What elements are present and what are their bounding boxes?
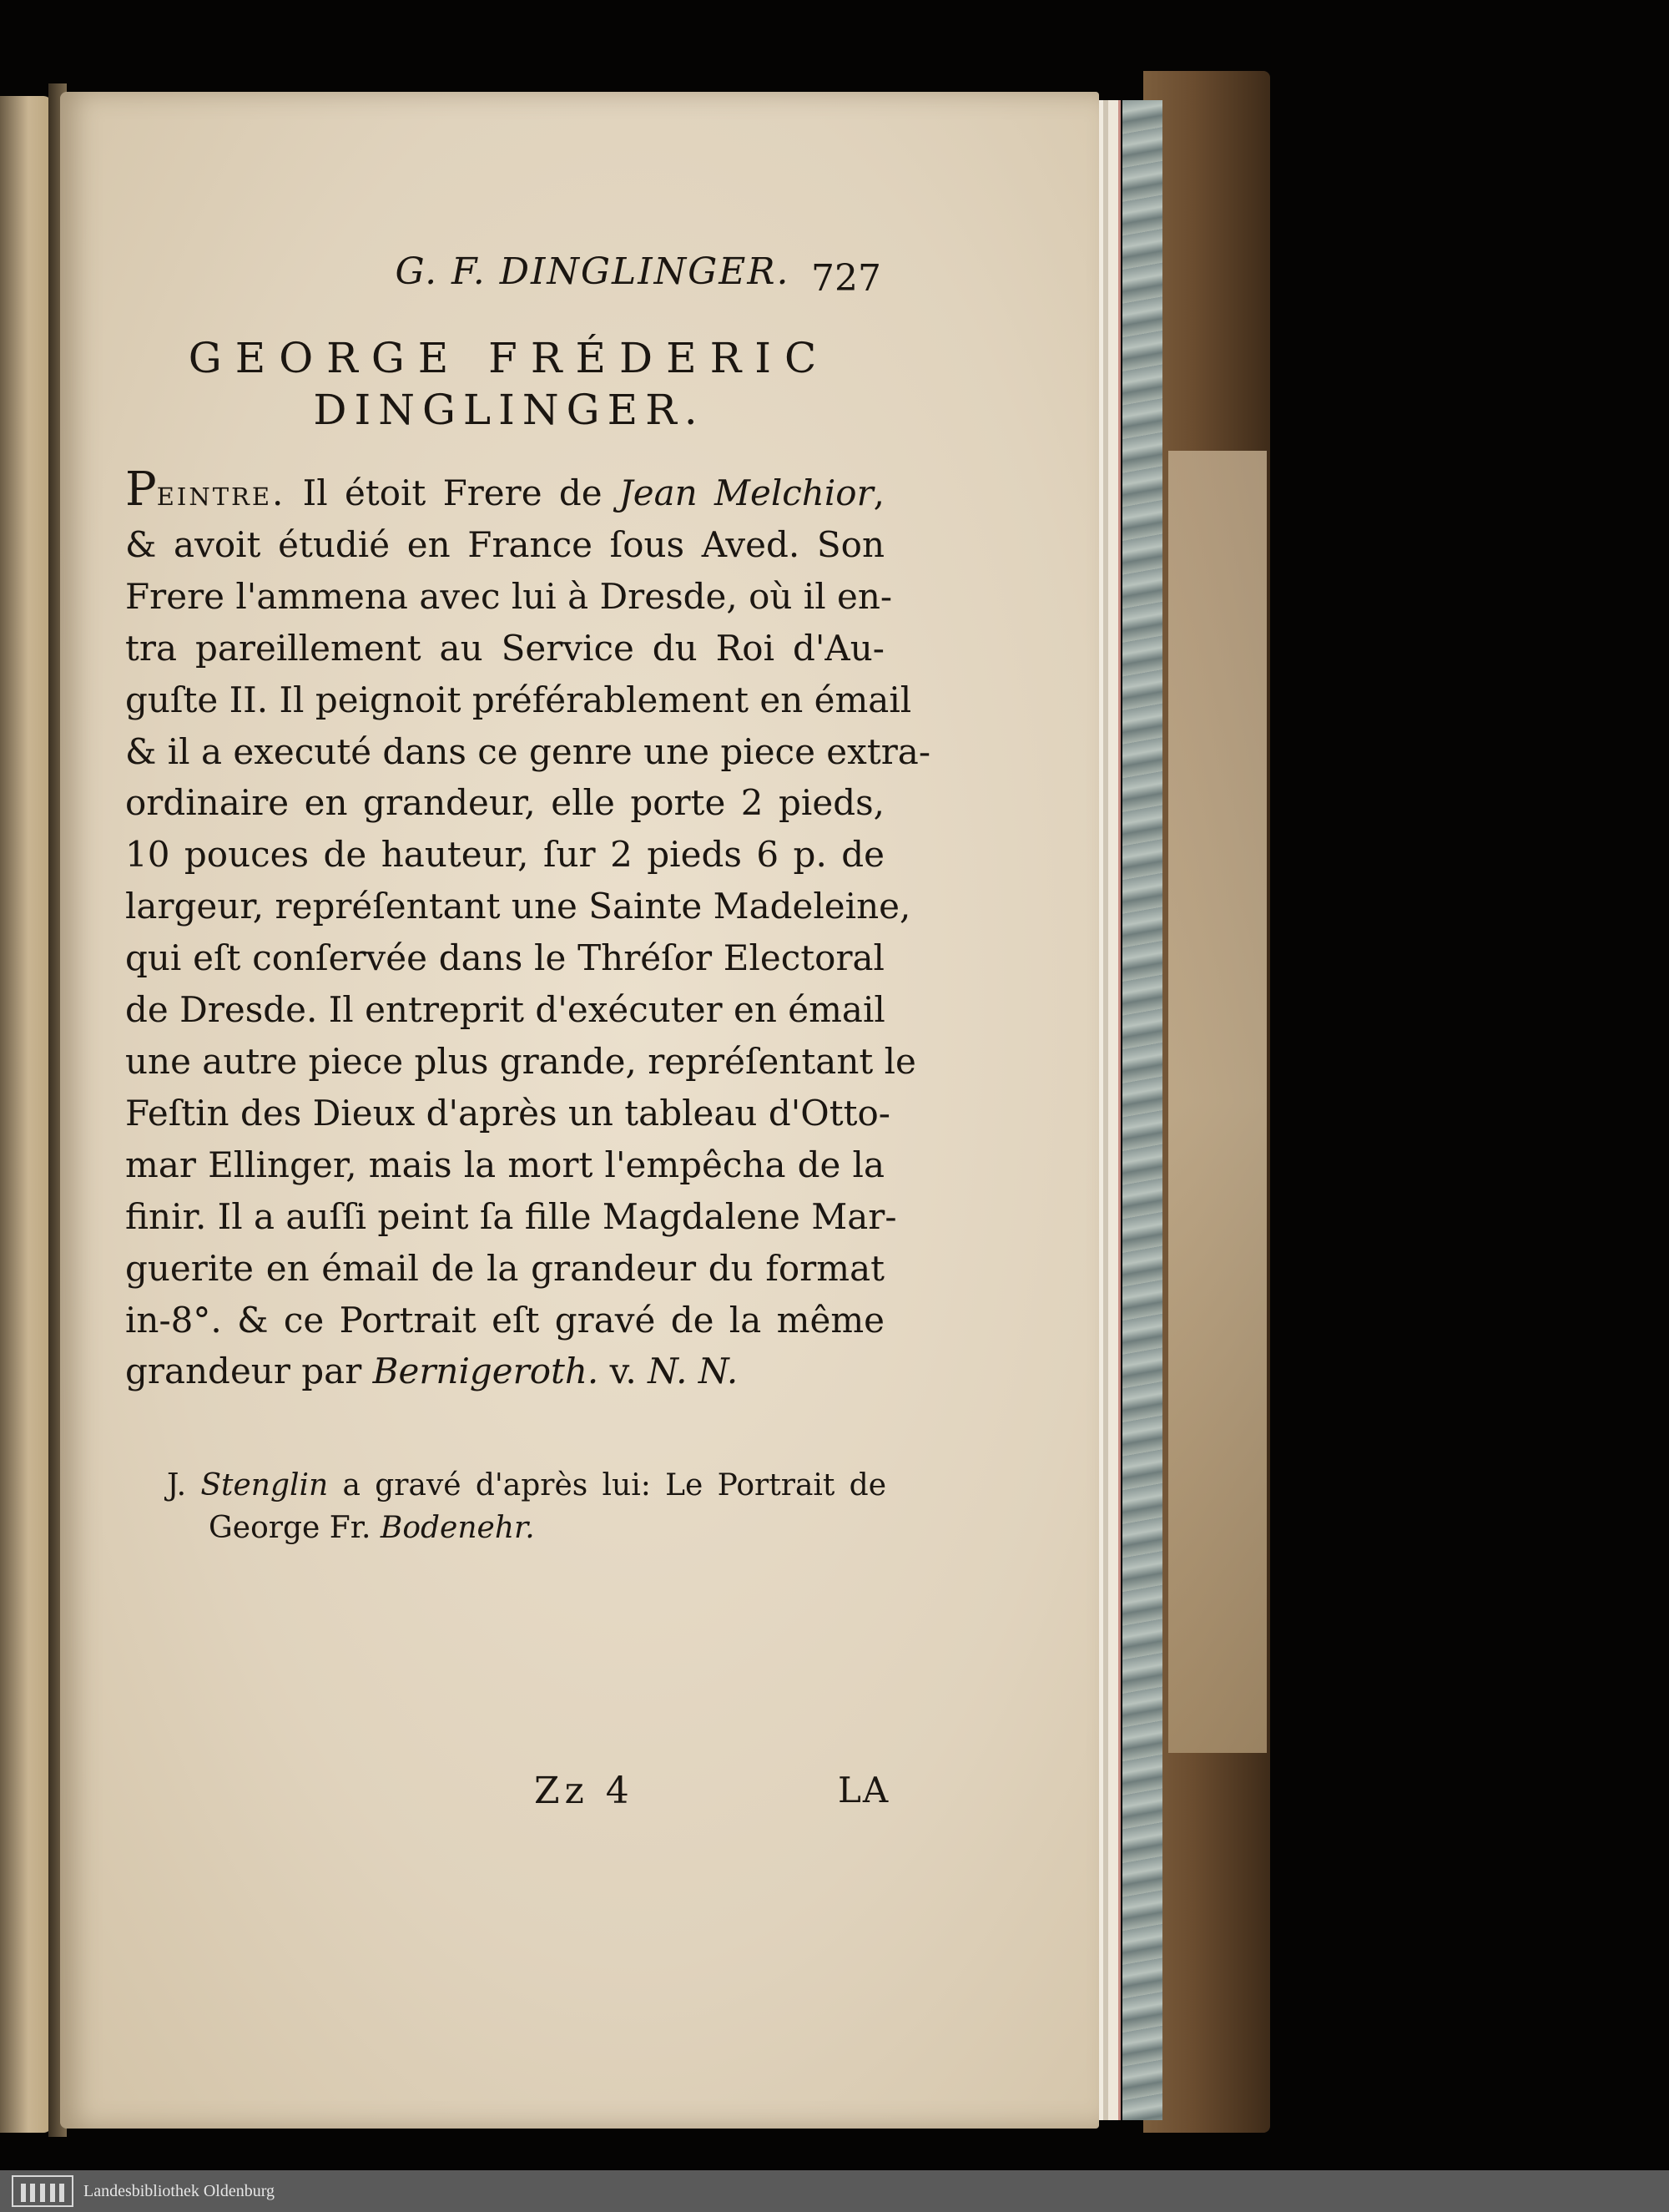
cover-paper-patch <box>1168 451 1267 1753</box>
body-line: une autre piece plus grande, repréſentant le <box>125 1040 916 1082</box>
catchword: LA <box>838 1770 890 1811</box>
body-line: & avoit étudié en France ſous Aved. Son <box>125 523 885 565</box>
body-line: Feſtin des Dieux d'après un tableau d'Otto- <box>125 1092 890 1134</box>
running-head: G. F. DINGLINGER. <box>395 250 790 293</box>
body-line: mar Ellinger, mais la mort l'empêcha de la <box>125 1144 885 1185</box>
page-number: 727 <box>811 257 881 300</box>
note-line: George Fr. Bodenehr. <box>209 1511 535 1545</box>
body-line: finir. Il a auſſi peint ſa fille Magdalene Mar- <box>125 1195 897 1237</box>
entry-body-text <box>125 462 931 1397</box>
page-stack-edge <box>1108 100 1121 2120</box>
body-line: guerite en émail de la grandeur du format <box>125 1247 885 1289</box>
facing-page-edge <box>0 96 52 2133</box>
body-line: guſte II. Il peignoit préférablement en émail <box>125 679 912 720</box>
body-line: 10 pouces de hauteur, ſur 2 pieds 6 p. de <box>125 834 885 876</box>
body-line: ordinaire en grandeur, elle porte 2 pieds, <box>125 782 885 824</box>
library-name: Landesbibliothek Oldenburg <box>83 2181 275 2200</box>
engraving-note <box>167 1464 886 1549</box>
library-building-icon <box>12 2175 73 2207</box>
body-line: de Dresde. Il entreprit d'exécuter en émail <box>125 989 885 1031</box>
entry-title-line-2: DINGLINGER. <box>313 386 705 434</box>
marbled-endpaper <box>1122 100 1162 2120</box>
body-line: & il a executé dans ce genre une piece extra- <box>125 730 931 772</box>
body-line: tra pareillement au Service du Roi d'Au- <box>125 627 885 669</box>
signature-mark: Zz 4 <box>534 1770 634 1812</box>
library-footer-bar <box>0 2170 1669 2212</box>
body-line: Peintre. Il étoit Frere de Jean Melchior, <box>125 462 885 517</box>
body-line: largeur, repréſentant une Sainte Madeleine, <box>125 886 911 927</box>
body-line: grandeur par Bernigeroth. v. N. N. <box>125 1351 739 1392</box>
entry-title-line-1: GEORGE FRÉDERIC <box>188 334 830 382</box>
note-line: J. Stenglin a gravé d'après lui: Le Portrait de <box>167 1468 886 1502</box>
body-line: qui eſt conſervée dans le Thréſor Electoral <box>125 937 885 979</box>
body-line: in-8°. & ce Portrait eſt gravé de la même <box>125 1299 885 1341</box>
body-line: Frere l'ammena avec lui à Dresde, où il en- <box>125 575 893 617</box>
